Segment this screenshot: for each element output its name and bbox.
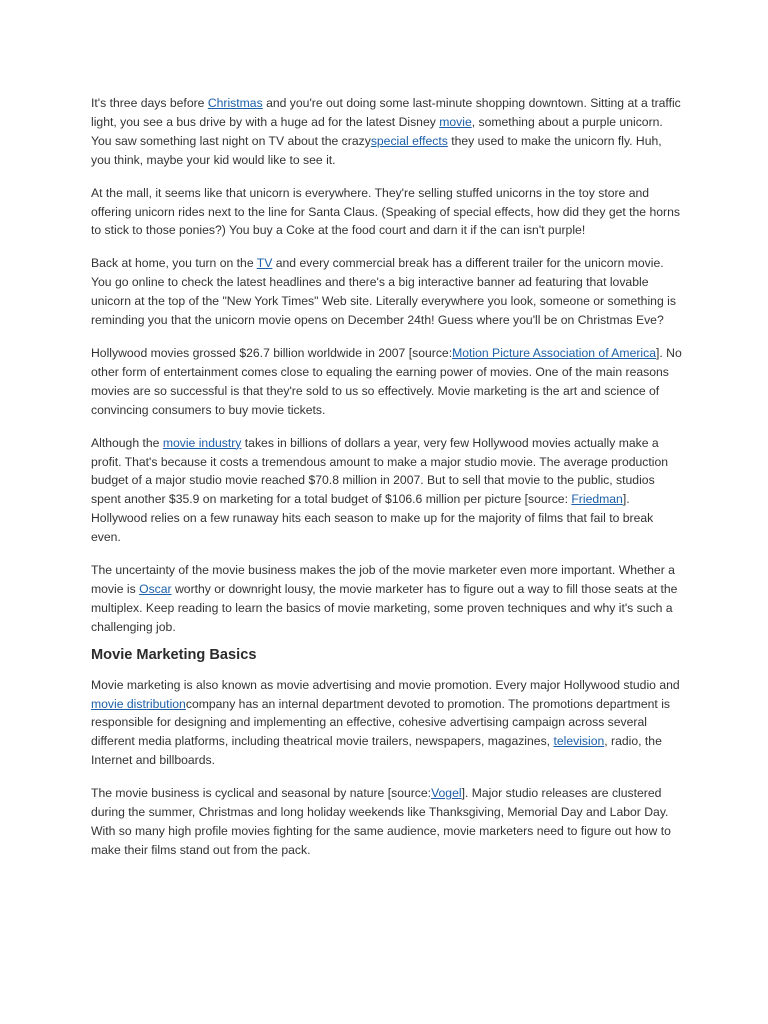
paragraph-text: Movie marketing is also known as movie advertising and movie promotion. Every major Hollywood studio and bbox=[91, 677, 680, 692]
paragraph-hollywood-gross bbox=[91, 344, 682, 420]
paragraph-text: Hollywood movies grossed $26.7 billion worldwide in 2007 [source: bbox=[91, 345, 453, 360]
link-friedman[interactable]: Friedman bbox=[571, 492, 623, 507]
paragraph-text: The uncertainty of the movie business makes the job of the movie marketer even more important. Whether a movie is bbox=[91, 563, 675, 596]
link-movie-industry[interactable]: movie industry bbox=[162, 435, 242, 450]
link-mpaa[interactable]: Motion Picture Association of America bbox=[452, 345, 656, 360]
paragraph-text: and every commercial break has a different trailer for the unicorn movie. You go online to check the latest headlines and there's a big interactive banner ad featuring that lovable unicorn at the top of the "New York Times" Web site. Literally everywhere you look, someone or something is reminding you that the unicorn movie opens on December 24th! Guess where you'll be on Christmas Eve? bbox=[91, 256, 676, 328]
link-christmas[interactable]: Christmas bbox=[207, 96, 263, 110]
link-movie-distribution[interactable]: movie distribution bbox=[91, 696, 186, 711]
paragraph-text: worthy or downright lousy, the movie marketer has to figure out a way to fill those seats at the multiplex. Keep reading to learn the basics of movie marketing, some proven techniques and why it's such a challenging job. bbox=[91, 581, 678, 634]
paragraph-uncertainty bbox=[91, 561, 682, 637]
paragraph-back-home bbox=[91, 254, 682, 330]
link-television[interactable]: television bbox=[553, 734, 605, 749]
paragraph-text: takes in billions of dollars a year, very few Hollywood movies actually make a profit. That's because it costs a tremendous amount to make a major studio movie. The average production budget of a major studio movie reached $70.8 million in 2007. But to sell that movie to the public, studios spent another $35.9 on marketing for a total budget of $106.6 million per picture [source: bbox=[91, 435, 669, 507]
paragraph-text: At the mall, it seems like that unicorn is everywhere. They're selling stuffed unicorns in the toy store and offering unicorn rides next to the line for Santa Claus. (Speaking of special effects, how did they get the horns to stick to those ponies?) You buy a Coke at the food court and darn it if the can isn't purple! bbox=[91, 185, 680, 238]
link-movie[interactable]: movie bbox=[439, 114, 472, 129]
paragraph-text: ]. Hollywood relies on a few runaway hits each season to make up for the majority of films that fail to break even. bbox=[91, 492, 654, 545]
paragraph-movie-industry bbox=[91, 434, 682, 547]
paragraph-text: ]. Major studio releases are clustered during the summer, Christmas and long holiday weekends like Thanksgiving, Memorial Day and Labor Day. With so many high profile movies fighting for the same audience, movie marketers need to figure out how to make their films stand out from the pack. bbox=[91, 786, 671, 857]
paragraph-text: they used to make the unicorn fly. Huh, you think, maybe your kid would like to see it. bbox=[91, 133, 662, 167]
paragraph-text: Although the bbox=[91, 435, 163, 450]
paragraph-text: and you're out doing some last-minute shopping downtown. Sitting at a traffic light, you see a bus drive by with a huge ad for the latest Disney bbox=[91, 96, 681, 129]
paragraph-text: ]. No other form of entertainment comes close to equaling the earning power of movies. One of the main reasons movies are so successful is that they're sold to us so effectively. Movie marketing is the art and science of convincing consumers to buy movie tickets. bbox=[91, 345, 682, 417]
paragraph-seasonal bbox=[91, 784, 682, 860]
link-special-effects[interactable]: special effects bbox=[370, 133, 448, 148]
link-vogel[interactable]: Vogel bbox=[431, 786, 462, 801]
link-oscar[interactable]: Oscar bbox=[139, 581, 172, 596]
paragraph-mall bbox=[91, 184, 682, 241]
paragraph-text: Back at home, you turn on the bbox=[91, 256, 257, 271]
paragraph-text: It's three days before bbox=[91, 96, 208, 110]
paragraph-text: , something about a purple unicorn. You saw something last night on TV about the crazy bbox=[91, 114, 663, 148]
paragraph-text: company has an internal department devoted to promotion. The promotions department is responsible for designing and implementing an effective, cohesive advertising campaign across several different media platforms, including theatrical movie trailers, newspapers, magazines, bbox=[91, 696, 671, 749]
section-heading: Movie Marketing Basics bbox=[91, 646, 257, 663]
link-tv[interactable]: TV bbox=[256, 256, 273, 271]
paragraph-christmas-shopping bbox=[91, 94, 682, 170]
paragraph-text: The movie business is cyclical and seasonal by nature [source: bbox=[91, 786, 432, 801]
paragraph-text: , radio, the Internet and billboards. bbox=[91, 734, 662, 768]
paragraph-marketing-basics bbox=[91, 676, 682, 771]
